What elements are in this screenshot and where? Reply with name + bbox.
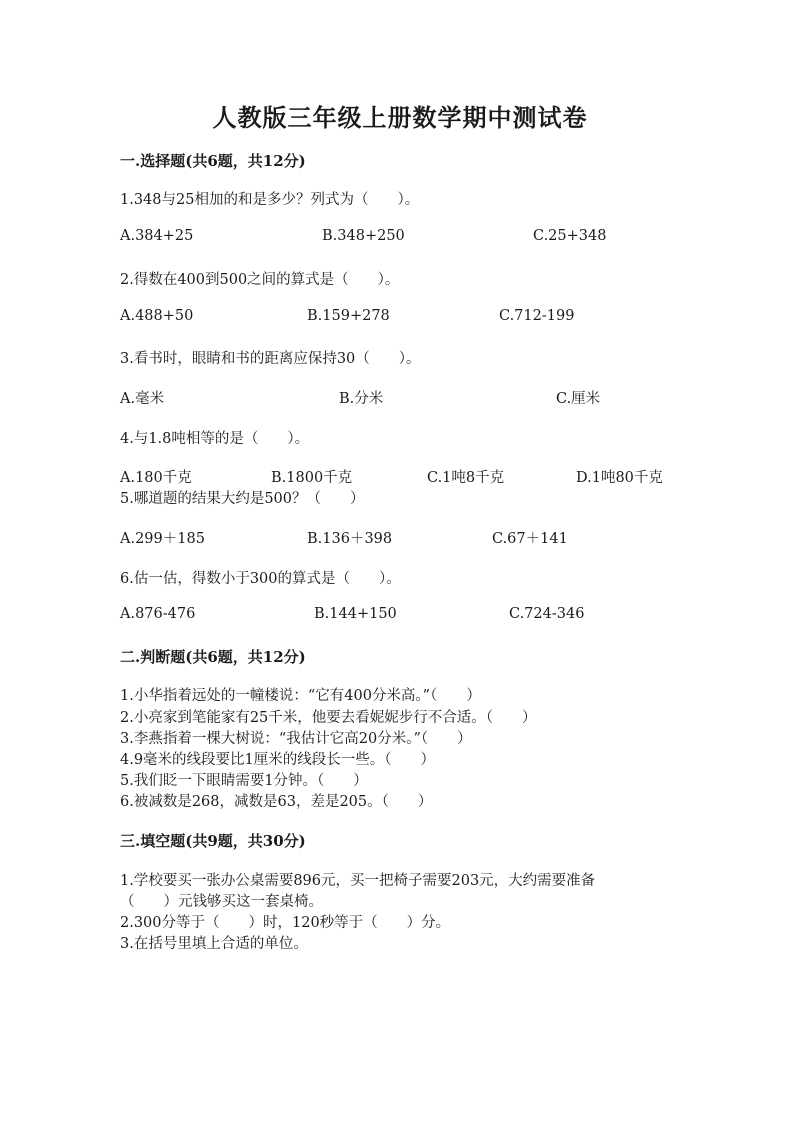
option-d: D.1吨80千克 bbox=[576, 470, 663, 486]
option-b: B.分米 bbox=[339, 391, 384, 407]
option-b: B.144+150 bbox=[314, 606, 397, 622]
fill-in-item-continued: （ ）元钱够买这一套桌椅。 bbox=[120, 894, 323, 910]
judgement-item: 3.李燕指着一棵大树说：“我估计它高20分米。”（ ） bbox=[120, 731, 472, 747]
option-b: B.159+278 bbox=[307, 308, 390, 324]
judgement-item: 4.9毫米的线段要比1厘米的线段长一些。（ ） bbox=[120, 752, 436, 768]
question-text: 4.与1.8吨相等的是（ ）。 bbox=[120, 431, 310, 447]
option-b: B.348+250 bbox=[322, 228, 405, 244]
option-c: C.25+348 bbox=[533, 228, 607, 244]
option-a: A.299＋185 bbox=[120, 531, 205, 547]
judgement-item: 6.被减数是268，减数是63，差是205。（ ） bbox=[120, 794, 433, 810]
option-c: C.67＋141 bbox=[492, 531, 568, 547]
option-c: C.1吨8千克 bbox=[427, 470, 505, 486]
option-a: A.384+25 bbox=[120, 228, 194, 244]
option-a: A.488+50 bbox=[120, 308, 194, 324]
judgement-item: 1.小华指着远处的一幢楼说：“它有400分米高。”（ ） bbox=[120, 688, 481, 704]
section-heading-choice: 一.选择题(共6题，共12分) bbox=[120, 152, 306, 170]
section-heading-judgement: 二.判断题(共6题，共12分) bbox=[120, 648, 306, 666]
option-b: B.1800千克 bbox=[271, 470, 353, 486]
question-text: 1.348与25相加的和是多少？列式为（ ）。 bbox=[120, 192, 420, 208]
question-text: 5.哪道题的结果大约是500？（ ） bbox=[120, 491, 365, 507]
option-b: B.136＋398 bbox=[307, 531, 393, 547]
judgement-item: 5.我们眨一下眼睛需要1分钟。（ ） bbox=[120, 773, 368, 789]
page-title: 人教版三年级上册数学期中测试卷 bbox=[212, 103, 588, 132]
question-text: 2.得数在400到500之间的算式是（ ）。 bbox=[120, 272, 400, 288]
fill-in-item: 2.300分等于（ ）时，120秒等于（ ）分。 bbox=[120, 915, 451, 931]
option-c: C.厘米 bbox=[556, 391, 601, 407]
option-a: A.毫米 bbox=[120, 391, 165, 407]
option-c: C.724-346 bbox=[509, 606, 585, 622]
judgement-item: 2.小亮家到笔能家有25千米，他要去看妮妮步行不合适。（ ） bbox=[120, 710, 537, 726]
option-a: A.876-476 bbox=[120, 606, 196, 622]
option-a: A.180千克 bbox=[120, 470, 192, 486]
section-heading-fill-in: 三.填空题(共9题，共30分) bbox=[120, 832, 306, 850]
fill-in-item: 1.学校要买一张办公桌需要896元，买一把椅子需要203元，大约需要准备 bbox=[120, 873, 596, 889]
fill-in-item: 3.在括号里填上合适的单位。 bbox=[120, 936, 308, 952]
question-text: 6.估一估，得数小于300的算式是（ ）。 bbox=[120, 571, 401, 587]
question-text: 3.看书时，眼睛和书的距离应保持30（ ）。 bbox=[120, 351, 421, 367]
option-c: C.712-199 bbox=[499, 308, 575, 324]
